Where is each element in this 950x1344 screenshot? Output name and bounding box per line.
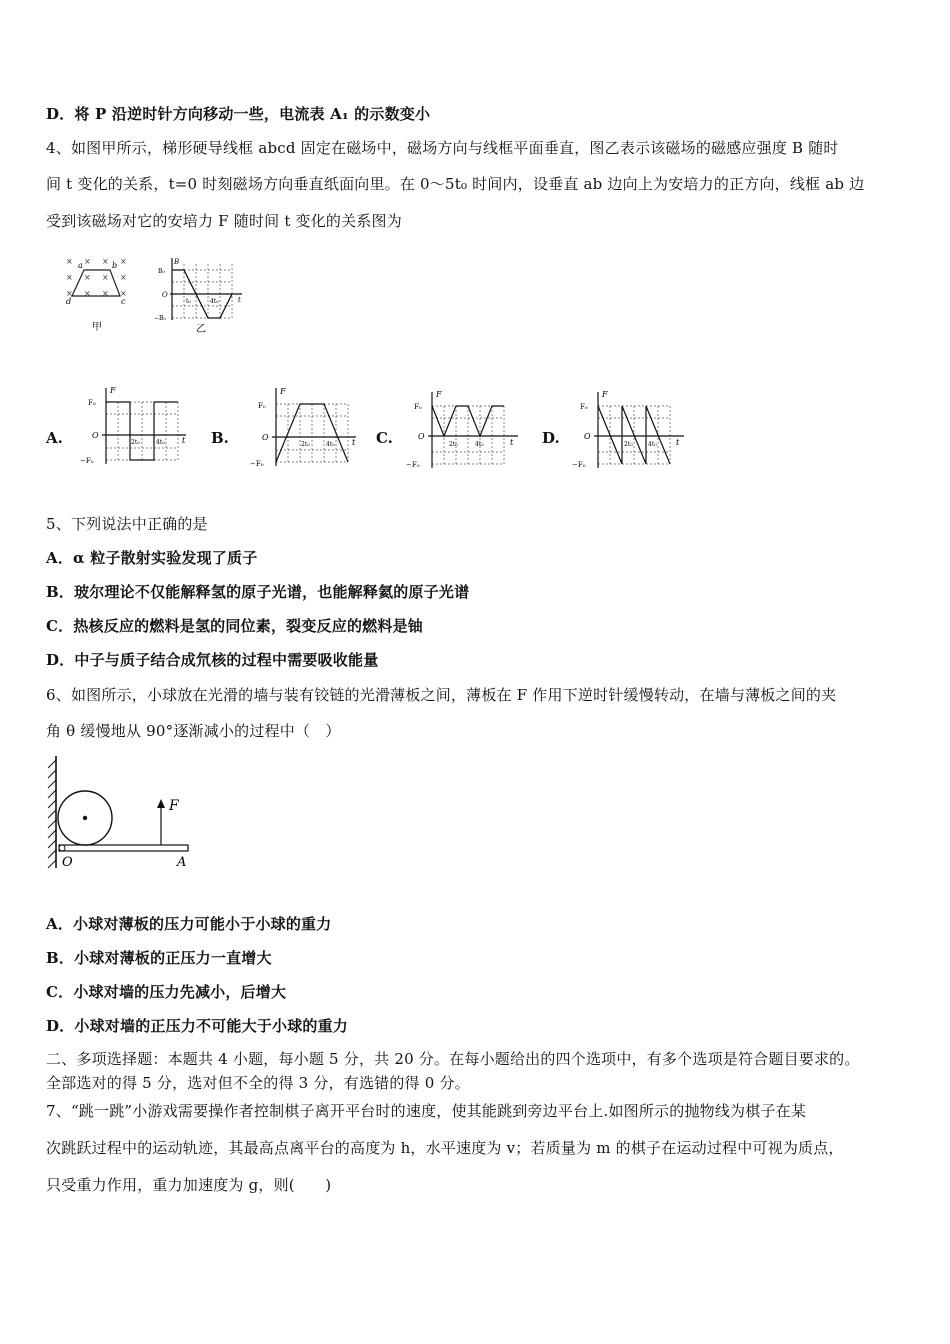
q4-figure-yi [154, 256, 249, 336]
option-a-t-label: t [182, 436, 186, 445]
q4-option-a-graph [76, 382, 198, 472]
svg-text:×: × [84, 257, 91, 266]
svg-text:×: × [84, 273, 91, 282]
label-a: a [78, 261, 83, 270]
q6-option-b: B．小球对薄板的正压力一直增大 [46, 949, 272, 967]
origin-label: O [162, 291, 168, 299]
q5-stem: 5、下列说法中正确的是 [46, 515, 208, 533]
neg-b0-label: −B₀ [154, 315, 166, 322]
q3-option-d: D．将 P 沿逆时针方向移动一些，电流表 A₁ 的示数变小 [46, 105, 431, 123]
svg-text:×: × [66, 289, 73, 298]
option-d-negf0-label: −F₀ [572, 461, 586, 469]
force-arrowhead [157, 799, 165, 808]
grid-lines [172, 264, 232, 318]
option-b-2t0-label: 2t₀ [301, 441, 310, 448]
svg-text:×: × [66, 257, 73, 266]
option-d-f0-label: F₀ [580, 403, 588, 411]
option-c-4t0-label: 4t₀ [475, 441, 484, 448]
q4-option-c-graph [402, 386, 524, 476]
option-b-negf0-label: −F₀ [250, 460, 264, 468]
svg-text:×: × [102, 273, 109, 282]
t0-label: t₀ [186, 298, 191, 305]
svg-text:×: × [102, 257, 109, 266]
t4-label: 4t₀ [210, 298, 219, 305]
svg-text:×: × [84, 289, 91, 298]
hinge [59, 845, 65, 851]
option-a-4t0-label: 4t₀ [156, 439, 165, 446]
t-axis-label: t [238, 296, 241, 304]
option-b-4t0-label: 4t₀ [326, 441, 335, 448]
trapezoid-frame [72, 270, 120, 296]
option-b-f0-label: F₀ [258, 402, 266, 410]
svg-text:×: × [120, 257, 127, 266]
option-d-4t0-label: 4t₀ [648, 441, 657, 448]
q5-option-b: B．玻尔理论不仅能解释氢的原子光谱，也能解释氦的原子光谱 [46, 583, 470, 601]
q4-option-b-label: B. [211, 429, 229, 447]
q5-option-c: C．热核反应的燃料是氢的同位素，裂变反应的燃料是铀 [46, 617, 423, 635]
magnetic-field-crosses [66, 257, 127, 298]
svg-text:×: × [120, 273, 127, 282]
q5-option-d: D．中子与质子结合成氘核的过程中需要吸收能量 [46, 651, 379, 669]
option-b-t-label: t [352, 438, 356, 447]
q4-option-c-label: C. [376, 429, 393, 447]
label-c: c [121, 297, 126, 306]
section2-line2: 全部选对的得 5 分，选对但不全的得 3 分，有选错的得 0 分。 [46, 1074, 470, 1092]
q4-option-b-graph [246, 382, 368, 472]
b-axis-label: B [174, 258, 180, 266]
q4-stem-line2: 间 t 变化的关系，t=0 时刻磁场方向垂直纸面向里。在 0～5t₀ 时间内，设垂直 ab 边向上为安培力的正方向，线框 ab 边 [46, 175, 865, 193]
option-a-f0-label: F₀ [88, 399, 96, 407]
force-label: F [169, 798, 179, 814]
option-d-f-label: F [602, 390, 608, 399]
figure-jia-label: 甲 [92, 322, 102, 333]
label-b: b [112, 261, 118, 270]
thin-board [59, 845, 188, 851]
q6-stem-line1: 6、如图所示，小球放在光滑的墙与装有铰链的光滑薄板之间，薄板在 F 作用下逆时针缓慢转动，在墙与薄板之间的夹 [46, 686, 837, 704]
q7-stem-line3: 只受重力作用，重力加速度为 g，则( ) [46, 1176, 332, 1194]
option-d-2t0-label: 2t₀ [624, 441, 633, 448]
option-d-t-label: t [676, 438, 680, 447]
option-a-f-label: F [110, 386, 116, 395]
q4-stem-line1: 4、如图甲所示，梯形硬导线框 abcd 固定在磁场中，磁场方向与线框平面垂直，图乙表示该磁场的磁感应强度 B 随时 [46, 139, 839, 157]
b0-label: B₀ [158, 268, 165, 275]
option-c-t-label: t [510, 438, 514, 447]
hinge-label: O [62, 855, 73, 870]
q4-option-d-label: D. [542, 429, 560, 447]
wall-hatching [48, 760, 56, 868]
option-a-2t0-label: 2t₀ [131, 439, 140, 446]
option-c-negf0-label: −F₀ [406, 461, 420, 469]
board-end-label: A [177, 855, 187, 870]
svg-text:×: × [120, 289, 127, 298]
svg-text:×: × [102, 289, 109, 298]
svg-text:×: × [66, 273, 73, 282]
option-a-negf0-label: −F₀ [80, 457, 94, 465]
option-c-f-label: F [436, 390, 442, 399]
q4-stem-line3: 受到该磁场对它的安培力 F 随时间 t 变化的关系图为 [46, 212, 402, 230]
q6-option-d: D．小球对墙的正压力不可能大于小球的重力 [46, 1017, 349, 1035]
q6-stem-line2: 角 θ 缓慢地从 90°逐渐减小的过程中（ ） [46, 722, 341, 740]
ball-center [83, 816, 87, 820]
q4-option-d-graph [568, 386, 690, 476]
option-b-f-label: F [280, 387, 286, 396]
q6-option-a: A．小球对薄板的压力可能小于小球的重力 [46, 915, 332, 933]
option-b-origin: O [262, 433, 269, 442]
option-c-f0-label: F₀ [414, 403, 422, 411]
q6-option-c: C．小球对墙的压力先减小，后增大 [46, 983, 287, 1001]
option-c-2t0-label: 2t₀ [449, 441, 458, 448]
q6-figure [40, 752, 200, 874]
section2-line1: 二、多项选择题：本题共 4 小题，每小题 5 分，共 20 分。在每小题给出的四个选项中，有多个选项是符合题目要求的。 [46, 1050, 860, 1068]
option-d-origin: O [584, 432, 591, 441]
q4-figure-jia [62, 254, 138, 334]
option-a-origin: O [92, 431, 99, 440]
q7-stem-line2: 次跳跃过程中的运动轨迹，其最高点离平台的高度为 h，水平速度为 v；若质量为 m 的棋子在运动过程中可视为质点， [46, 1139, 844, 1157]
q4-option-a-label: A. [46, 429, 63, 447]
option-c-origin: O [418, 432, 425, 441]
q7-stem-line1: 7、“跳一跳”小游戏需要操作者控制棋子离开平台时的速度，使其能跳到旁边平台上.如图所示的抛物线为棋子在某 [46, 1102, 807, 1120]
label-d: d [66, 297, 72, 306]
figure-yi-label: 乙 [196, 324, 206, 335]
q5-option-a: A．α 粒子散射实验发现了质子 [46, 549, 258, 567]
